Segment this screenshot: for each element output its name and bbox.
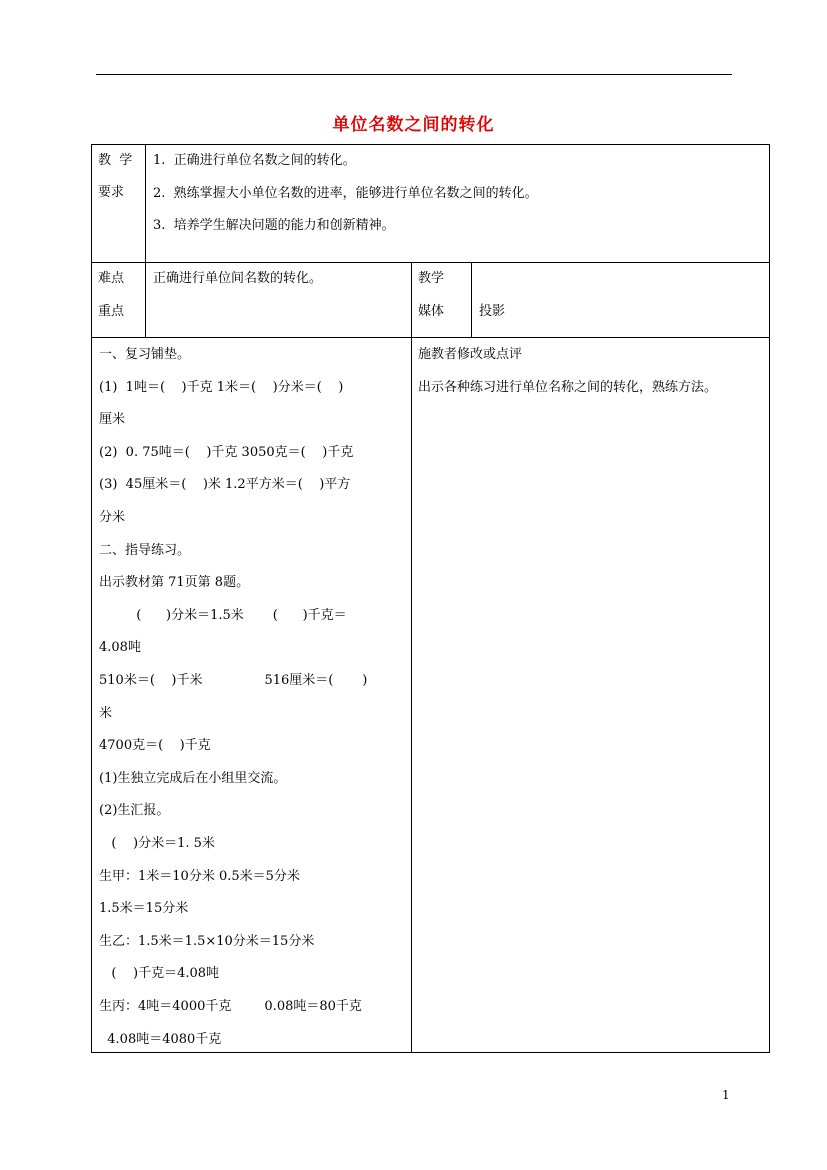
process-line: ( )千克＝4.08吨 bbox=[99, 966, 220, 981]
process-line: ( )分米＝1.5米 ( )千克＝ bbox=[99, 608, 347, 623]
goal-label-line-2: 要求 bbox=[98, 185, 125, 200]
row-divider-2 bbox=[91, 337, 770, 338]
process-line: 二、指导练习。 bbox=[99, 543, 191, 558]
process-line: (1) 1吨＝( )千克 1米＝( )分米＝( ) bbox=[99, 380, 344, 395]
header-rule bbox=[96, 74, 732, 75]
process-line: 生丙：4吨＝4000千克 0.08吨＝80千克 bbox=[99, 999, 362, 1014]
page-number: 1 bbox=[722, 1088, 730, 1102]
process-line: (2)生汇报。 bbox=[99, 803, 170, 818]
process-line: 4700克＝( )千克 bbox=[99, 738, 211, 753]
goal-item: 3. 培养学生解决问题的能力和创新精神。 bbox=[153, 218, 395, 233]
process-line: 米 bbox=[99, 706, 113, 721]
goal-item: 2. 熟练掌握大小单位名数的进率，能够进行单位名数之间的转化。 bbox=[153, 186, 538, 201]
process-line: 厘米 bbox=[99, 412, 126, 427]
body-column-divider bbox=[411, 337, 412, 1053]
process-line: ( )分米＝1. 5米 bbox=[99, 836, 215, 851]
table-border-left bbox=[91, 144, 92, 1053]
difficulty-text: 正确进行单位间名数的转化。 bbox=[153, 271, 323, 286]
table-border-right bbox=[769, 144, 770, 1053]
media-column-divider-2 bbox=[471, 262, 472, 338]
process-line: 4.08吨 bbox=[99, 640, 141, 655]
media-column-divider-1 bbox=[411, 262, 412, 338]
process-line: (1)生独立完成后在小组里交流。 bbox=[99, 771, 287, 786]
process-line: 一、复习铺垫。 bbox=[99, 347, 191, 362]
difficulty-label-line-1: 难点 bbox=[98, 271, 125, 286]
process-line: (2) 0. 75吨＝( )千克 3050克＝( )千克 bbox=[99, 445, 354, 460]
media-label-line-2: 媒体 bbox=[418, 304, 445, 319]
media-label-line-1: 教学 bbox=[418, 271, 445, 286]
process-line: 分米 bbox=[99, 510, 126, 525]
process-line: 510米＝( )千米 516厘米＝( ) bbox=[99, 673, 368, 688]
goal-label-line-1: 教 学 bbox=[98, 153, 133, 168]
process-line: 出示教材第 71页第 8题。 bbox=[99, 575, 250, 590]
revise-note: 出示各种练习进行单位名称之间的转化，熟练方法。 bbox=[418, 380, 718, 395]
goal-item: 1. 正确进行单位名数之间的转化。 bbox=[153, 153, 356, 168]
process-line: 4.08吨＝4080千克 bbox=[99, 1032, 222, 1047]
process-line: 1.5米＝15分米 bbox=[99, 901, 189, 916]
revise-heading: 施教者修改或点评 bbox=[418, 347, 523, 362]
process-line: (3) 45厘米＝( )米 1.2平方米＝( )平方 bbox=[99, 477, 351, 492]
row-divider-1 bbox=[91, 262, 770, 263]
page-title: 单位名数之间的转化 bbox=[332, 115, 495, 135]
process-line: 生甲：1米＝10分米 0.5米＝5分米 bbox=[99, 869, 300, 884]
table-border-bottom bbox=[91, 1052, 770, 1053]
process-line: 生乙：1.5米＝1.5×10分米＝15分米 bbox=[99, 934, 315, 949]
media-value: 投影 bbox=[479, 304, 506, 319]
table-border-top bbox=[91, 144, 770, 145]
label-column-divider bbox=[145, 144, 146, 338]
difficulty-label-line-2: 重点 bbox=[98, 304, 125, 319]
